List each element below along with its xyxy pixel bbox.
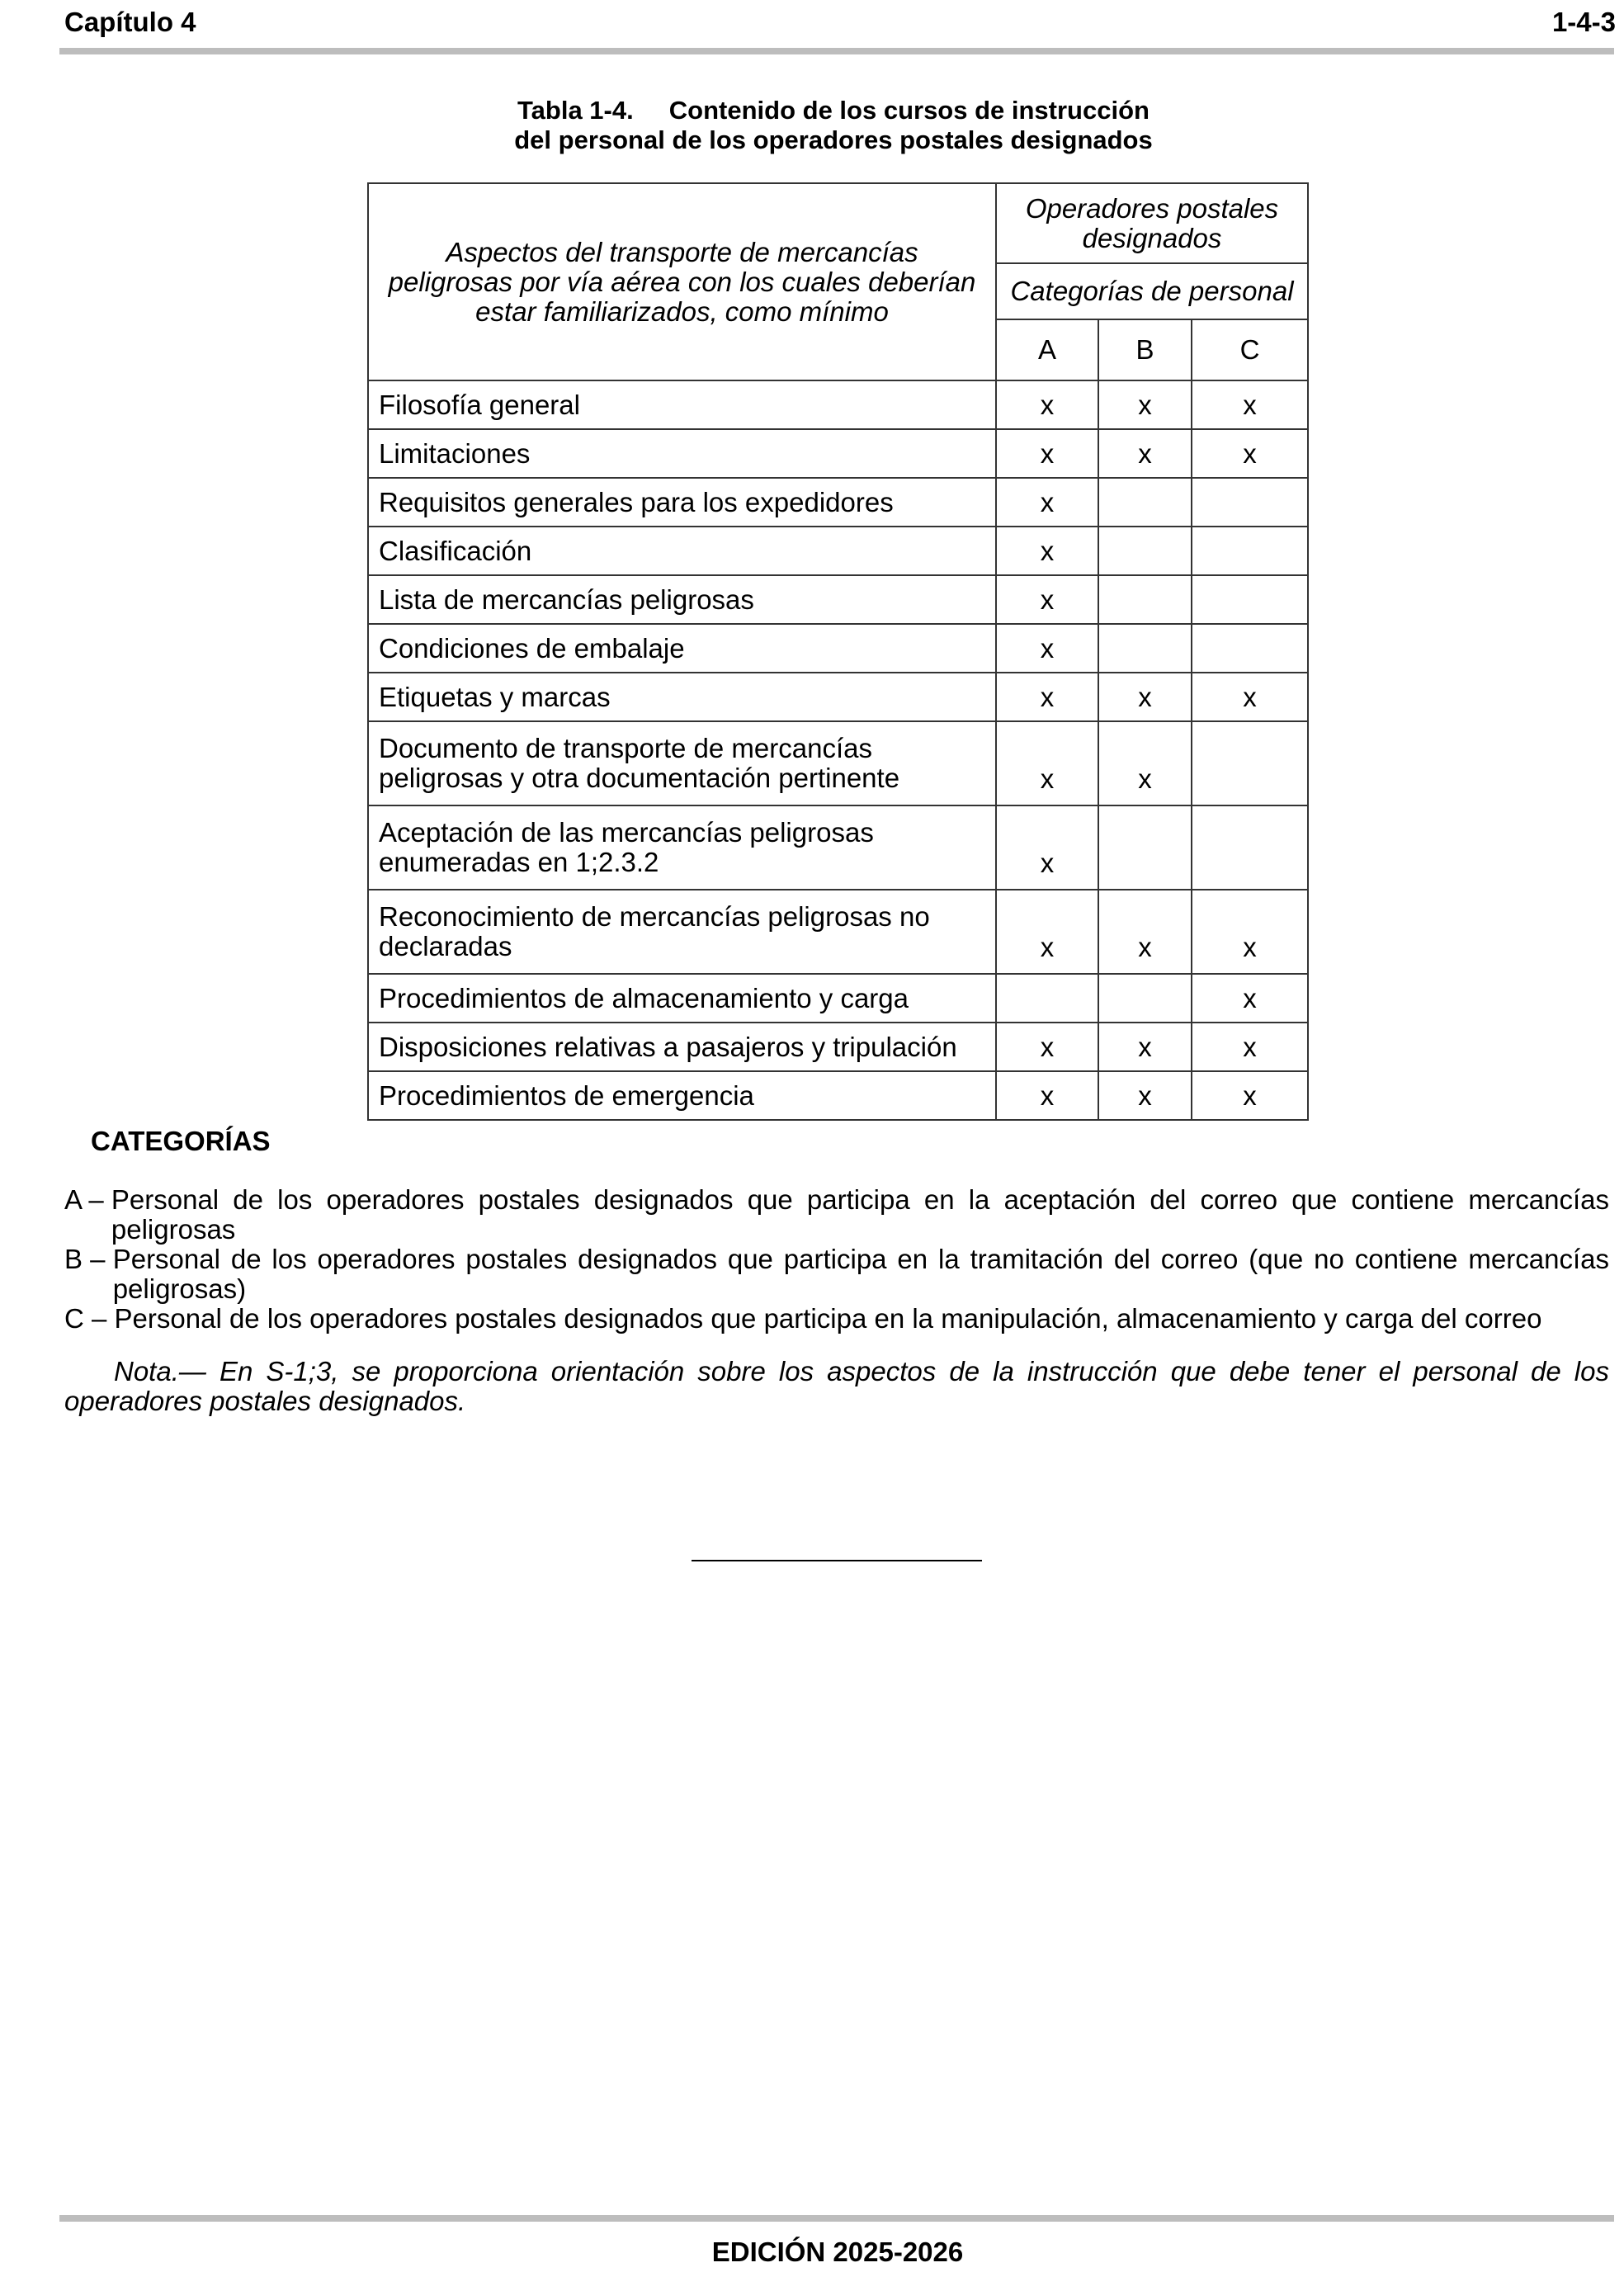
table-row [368,478,1308,527]
category-c-mark [1192,721,1308,805]
table-row [368,890,1308,974]
category-c-mark: x [1192,890,1308,974]
category-c-mark: x [1192,380,1308,429]
category-c-mark [1192,478,1308,527]
aspect-cell: Limitaciones [368,429,996,478]
chapter-label: Capítulo 4 [64,7,196,37]
section-end-line [692,1560,982,1561]
table-row [368,974,1308,1023]
category-item-b [64,1245,1609,1304]
table-row [368,1023,1308,1071]
category-c-mark [1192,624,1308,673]
aspect-column-header: Aspectos del transporte de mercancías peligrosas por vía aérea con los cuales deberían estar familiarizados, como mínimo [368,183,996,380]
aspect-cell: Disposiciones relativas a pasajeros y tripulación [368,1023,996,1071]
aspect-cell: Lista de mercancías peligrosas [368,575,996,624]
category-a-mark: x [996,1071,1098,1120]
category-c-mark [1192,575,1308,624]
category-letter-a: A – [64,1184,111,1215]
table-row [368,805,1308,890]
aspect-cell: Documento de transporte de mercancías peligrosas y otra documentación pertinente [368,721,996,805]
category-c-mark [1192,805,1308,890]
category-c-mark: x [1192,1023,1308,1071]
aspect-cell: Etiquetas y marcas [368,673,996,721]
table-header-row-1 [368,183,1308,263]
table-row [368,624,1308,673]
aspect-cell: Aceptación de las mercancías peligrosas enumeradas en 1;2.3.2 [368,805,996,890]
category-b-mark [1098,974,1192,1023]
category-letter-c: C – [64,1303,115,1334]
category-b-mark: x [1098,1071,1192,1120]
aspect-cell: Procedimientos de emergencia [368,1071,996,1120]
operators-header: Operadores postales designados [996,183,1308,263]
category-a-mark: x [996,624,1098,673]
table-caption [363,96,1304,155]
category-a-header: A [996,319,1098,380]
category-c-mark [1192,527,1308,575]
category-a-mark [996,974,1098,1023]
table-caption-line-2: del personal de los operadores postales designados [514,125,1153,154]
table-row [368,721,1308,805]
edition-footer: EDICIÓN 2025-2026 [711,2237,964,2267]
category-b-mark: x [1098,890,1192,974]
table-row [368,527,1308,575]
category-a-mark: x [996,805,1098,890]
personnel-categories-header: Categorías de personal [996,263,1308,319]
category-item-c [64,1304,1609,1334]
aspect-cell: Reconocimiento de mercancías peligrosas no declaradas [368,890,996,974]
category-c-mark: x [1192,974,1308,1023]
category-c-mark: x [1192,1071,1308,1120]
category-b-mark [1098,575,1192,624]
category-b-mark: x [1098,429,1192,478]
category-a-mark: x [996,890,1098,974]
table-row [368,429,1308,478]
header-rule [59,48,1614,54]
categories-list [64,1185,1609,1334]
category-b-header: B [1098,319,1192,380]
category-a-mark: x [996,527,1098,575]
aspect-cell: Clasificación [368,527,996,575]
category-b-mark [1098,805,1192,890]
category-a-mark: x [996,380,1098,429]
category-b-mark [1098,527,1192,575]
category-b-mark [1098,478,1192,527]
category-a-mark: x [996,575,1098,624]
table-row [368,575,1308,624]
note-paragraph: Nota.— En S-1;3, se proporciona orientación sobre los aspectos de la instrucción que debe tener el personal de los operadores postales designados. [64,1356,1609,1416]
category-c-mark: x [1192,673,1308,721]
category-a-mark: x [996,673,1098,721]
category-a-mark: x [996,721,1098,805]
table-caption-line-1: Tabla 1-4. Contenido de los cursos de instrucción [517,96,1150,125]
page-number: 1-4-3 [1551,7,1616,37]
aspect-cell: Requisitos generales para los expedidores [368,478,996,527]
category-c-header: C [1192,319,1308,380]
category-text-b: Personal de los operadores postales designados que participa en la tramitación del correo (que no contiene mercancías peligrosas) [112,1244,1609,1304]
category-b-mark: x [1098,673,1192,721]
category-c-mark: x [1192,429,1308,478]
category-b-mark [1098,624,1192,673]
aspect-cell: Filosofía general [368,380,996,429]
category-text-c: Personal de los operadores postales designados que participa en la manipulación, almacenamiento y carga del correo [114,1303,1542,1334]
category-a-mark: x [996,478,1098,527]
category-b-mark: x [1098,380,1192,429]
training-content-table [367,182,1309,1121]
table-row [368,380,1308,429]
footer-rule [59,2215,1614,2222]
aspect-cell: Procedimientos de almacenamiento y carga [368,974,996,1023]
category-text-a: Personal de los operadores postales designados que participa en la aceptación del correo que contiene mercancías peligrosas [111,1184,1609,1245]
category-a-mark: x [996,1023,1098,1071]
category-a-mark: x [996,429,1098,478]
table-row [368,673,1308,721]
aspect-cell: Condiciones de embalaje [368,624,996,673]
table-row [368,1071,1308,1120]
category-b-mark: x [1098,1023,1192,1071]
category-letter-b: B – [64,1244,113,1274]
categories-title: CATEGORÍAS [91,1126,271,1156]
category-b-mark: x [1098,721,1192,805]
category-item-a [64,1185,1609,1245]
